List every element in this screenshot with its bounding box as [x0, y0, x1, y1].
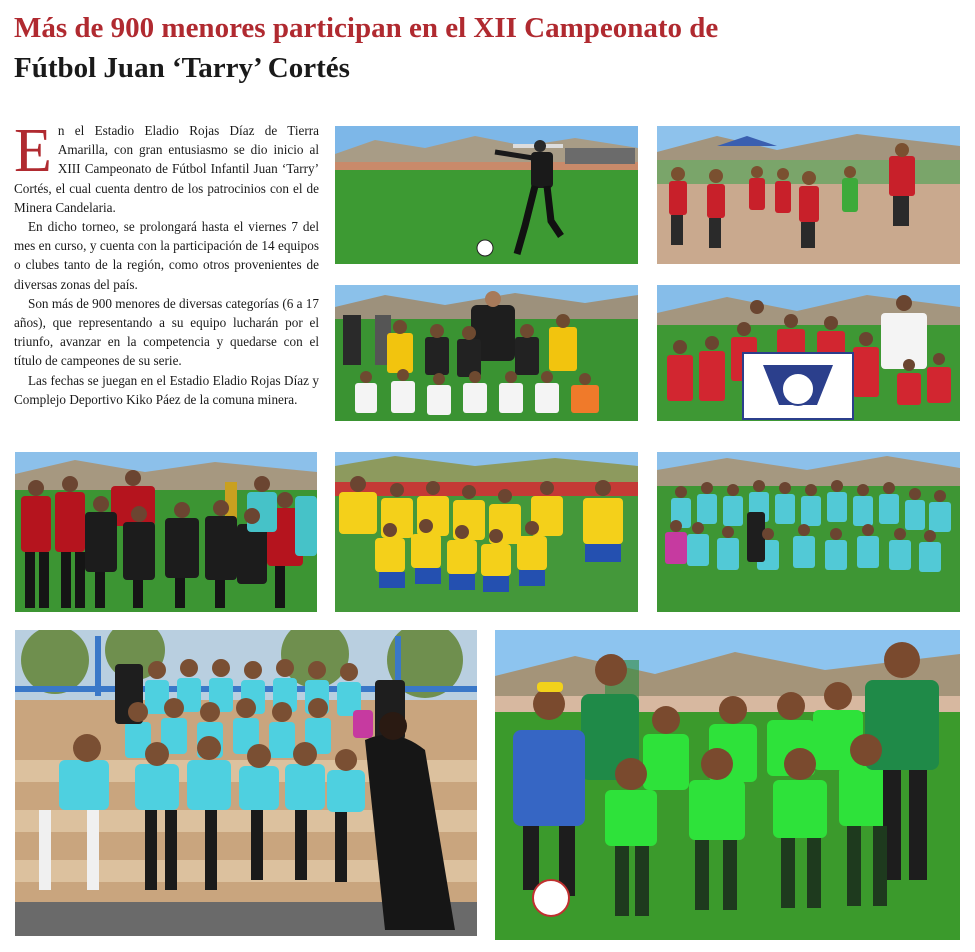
paragraph-1	[14, 117, 319, 217]
photo-green-team-ball	[495, 630, 960, 940]
headline-line-2: Fútbol Juan ‘Tarry’ Cortés	[14, 52, 350, 84]
photo-black-red-team	[15, 452, 317, 612]
photo-turquoise-team-group	[657, 452, 960, 612]
drop-cap: E	[14, 117, 52, 185]
paragraph-1-text: n el Estadio Eladio Rojas Díaz de Tierra Amarilla, con gran entusiasmo se dio inicio al XIII Campeonato de Fútbol Infantil Juan ‘Tarry’ Cortés, el cual cuenta dentro de los patrocinios con el de Minera Candelaria.	[14, 123, 319, 215]
headline-line-1: Más de 900 menores participan en el XII Campeonato de	[14, 12, 719, 44]
photo-yellow-blue-team	[335, 452, 638, 612]
photo-turquoise-team-bleachers	[15, 630, 477, 936]
headline	[14, 8, 964, 88]
article-body	[14, 117, 319, 409]
photo-white-yellow-team	[335, 285, 638, 421]
photo-red-team-banner	[657, 285, 960, 421]
paragraph-3: Son más de 900 menores de diversas categorías (6 a 17 años), que representando a su equipo lucharán por el triunfo, avanzar en la competencia y quedarse con el título de campeones de su serie.	[14, 295, 319, 369]
photo-kickoff	[335, 126, 638, 264]
paragraph-4: Las fechas se juegan en el Estadio Eladio Rojas Díaz y Complejo Deportivo Kiko Páez de la comuna minera.	[14, 372, 319, 407]
photo-red-team-walking	[657, 126, 960, 264]
paragraph-2: En dicho torneo, se prolongará hasta el viernes 7 del mes en curso, y cuenta con la participación de 14 equipos o clubes tanto de la región, como otros provenientes de diversas zonas del país.	[14, 219, 319, 292]
